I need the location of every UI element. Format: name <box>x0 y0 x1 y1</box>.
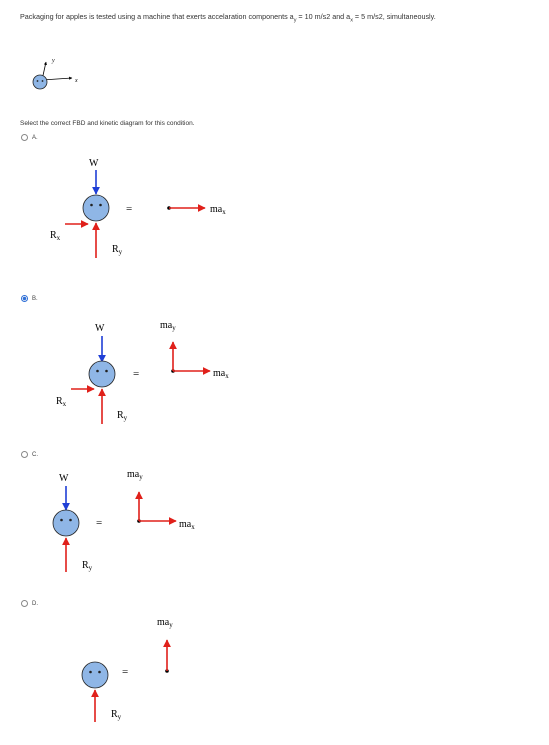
ry-label: $R_y$ <box>82 560 93 572</box>
option-d-label: D. <box>32 600 38 607</box>
question-suffix: = 5 m/s2, simultaneously. <box>352 12 436 21</box>
ry-label: $R_y$ <box>111 709 122 721</box>
option-b[interactable] <box>21 295 38 302</box>
w-label: W <box>59 473 69 484</box>
option-c-diagram <box>53 469 195 572</box>
rx-label: $R_x$ <box>50 230 61 242</box>
option-c-label: C. <box>32 451 38 458</box>
may-label: $ma_y$ <box>157 617 173 629</box>
equals-sign: = <box>133 368 140 380</box>
equals-sign: = <box>96 517 103 529</box>
axis-x-label: x <box>75 78 78 84</box>
may-label: $ma_y$ <box>160 320 176 332</box>
axis-y-label: y <box>52 58 55 64</box>
option-b-diagram <box>56 320 229 424</box>
apple-icon <box>33 75 47 89</box>
ry-label: $R_y$ <box>112 244 123 256</box>
max-label: $ma_x$ <box>179 519 195 531</box>
apple-icon <box>53 510 79 536</box>
axis-icon <box>33 58 78 89</box>
option-a[interactable] <box>21 134 38 141</box>
apple-icon <box>89 361 115 387</box>
option-b-label: B. <box>32 295 38 302</box>
may-label: $ma_y$ <box>127 469 143 481</box>
option-a-diagram <box>50 158 226 258</box>
option-a-label: A. <box>32 134 38 141</box>
apple-icon <box>82 662 108 688</box>
apple-icon <box>83 195 109 221</box>
w-label: W <box>95 323 105 334</box>
equals-sign: = <box>126 203 133 215</box>
equals-sign: = <box>122 666 129 678</box>
radio-option-c[interactable] <box>21 451 28 458</box>
question-sub-y: y <box>293 17 297 24</box>
w-label: W <box>89 158 99 169</box>
question-mid: = 10 m/s2 and a <box>296 12 351 21</box>
question-sub-x: x <box>350 17 353 24</box>
radio-option-d[interactable] <box>21 600 28 607</box>
max-label: $ma_x$ <box>213 368 229 380</box>
prompt-text: Select the correct FBD and kinetic diagram for this condition. <box>20 120 195 127</box>
radio-option-b[interactable] <box>21 295 28 302</box>
question-prefix: Packaging for apples is tested using a machine that exerts accelaration components a <box>20 12 294 21</box>
option-d[interactable] <box>21 600 38 607</box>
radio-option-a[interactable] <box>21 134 28 141</box>
option-d-diagram <box>82 617 173 722</box>
ry-label: $R_y$ <box>117 410 128 422</box>
rx-label: $R_x$ <box>56 396 67 408</box>
option-c[interactable] <box>21 451 38 458</box>
max-label: $ma_x$ <box>210 204 226 216</box>
